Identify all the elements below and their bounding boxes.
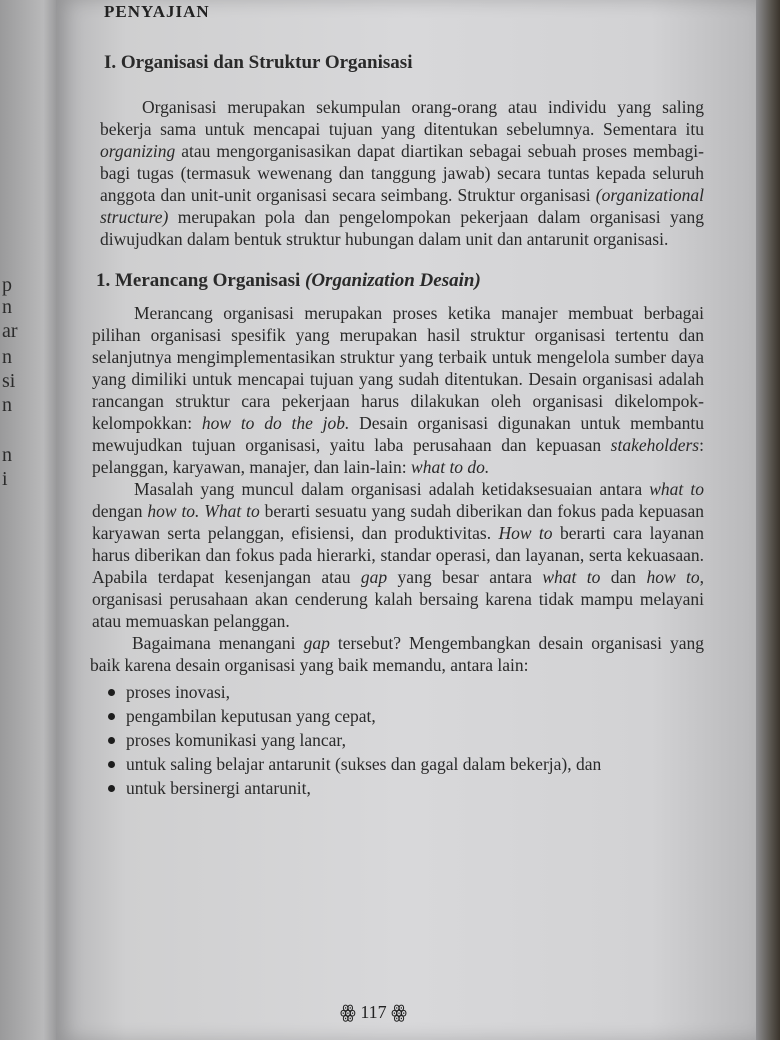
list-item-text: proses komunikasi yang lancar, [126,730,346,750]
fragment-text: n [2,394,12,416]
text-run: berarti cara layanan harus diberikan dan fokus pada hierarki, standar operasi, dan layanan, serta kekuasaan. Apabila terdapat kesenjangan atau [92,523,704,587]
list-item [92,680,704,704]
list-item [92,752,704,776]
text-run: Desain organisasi digunakan untuk membantu mewujudkan tujuan organisasi, yaitu laba perusahaan dan kepuasan [92,413,705,455]
list-item [92,776,704,800]
book-page [56,0,756,1040]
page-number-text: 117 [360,1002,387,1022]
italic-term: gap [360,567,388,587]
list-item-text: proses inovasi, [126,682,231,702]
text-run: Bagaimana menangani [132,633,304,653]
fragment-text: si [2,370,16,392]
text-run: atau mengorganisasikan dapat diartikan sebagai sebuah proses membagi-bagi tugas (termasuk wewenang dan tanggung jawab) secara tuntas kepada seluruh anggota dan unit-unit organisasi secara seimbang. Struktur organisasi [100,141,704,205]
italic-term: gap [303,633,330,653]
paragraph-organisasi [100,96,704,250]
fragment-text: p [2,274,12,296]
bullet-dot-icon [108,713,115,720]
fragment-text: n [2,296,12,318]
italic-term: (organizational structure) [100,185,704,227]
bullet-dot-icon [108,785,115,792]
list-item-text: untuk bersinergi antarunit, [126,778,311,798]
italic-term: how to do the job. [201,413,350,433]
page-edge-shadow [756,0,780,1040]
italic-term: How to [498,523,553,543]
fragment-text: i [2,468,8,490]
text-run: Masalah yang muncul dalam organisasi adalah ketidaksesuaian antara [134,479,650,499]
paragraph-masalah [92,478,704,632]
bullet-list [92,680,704,800]
list-item [92,728,704,752]
right-ornament-icon: ꙮ [391,1002,407,1022]
italic-term: organizing [100,141,176,161]
subsection-heading-text: 1. Merancang Organisasi [96,270,305,291]
italic-term: how to. What to [147,501,260,521]
list-item [92,704,704,728]
page-number [340,1002,407,1023]
subsection-heading [96,270,704,292]
text-run: dengan [92,501,148,521]
text-run: tersebut? Mengembangkan desain organisasi yang baik karena desain organisasi yang baik memandu, antara lain: [90,633,704,675]
text-run: : pelanggan, karyawan, manajer, dan lain-lain: [92,435,704,477]
text-run: yang besar antara [387,567,543,587]
text-run: Organisasi merupakan sekumpulan orang-orang atau individu yang saling bekerja sama untuk mencapai tujuan yang ditentukan sebelumnya. Sementara itu [100,97,704,139]
text-run: , organisasi perusahaan akan cenderung kalah bersaing karena tidak mampu melayani atau memuaskan pelanggan. [92,567,704,631]
text-run: merupakan pola dan pengelompokan pekerjaan dalam organisasi yang diwujudkan dalam bentuk struktur hubungan dalam unit dan antarunit organisasi. [100,207,704,249]
bullet-dot-icon [108,761,115,768]
list-item-text: pengambilan keputusan yang cepat, [126,706,376,726]
bullet-dot-icon [108,689,115,696]
italic-term: how to [646,567,700,587]
text-run: dan [600,567,647,587]
fragment-text: ar [2,320,18,342]
paragraph-merancang [92,302,704,478]
running-head: PENYAJIAN [104,2,210,21]
previous-page-edge [0,0,62,1040]
italic-term: what to do. [411,457,490,477]
paragraph-bagaimana [90,632,704,676]
subsection-heading-italic: (Organization Desain) [305,270,481,291]
italic-term: what to [542,567,601,587]
list-item-text: untuk saling belajar antarunit (sukses dan gagal dalam bekerja), dan [126,754,602,774]
fragment-text: n [2,346,12,368]
left-ornament-icon: ꙮ [340,1002,356,1022]
section-heading: I. Organisasi dan Struktur Organisasi [104,52,413,73]
text-run: Merancang organisasi merupakan proses ketika manajer membuat berbagai pilihan organisasi spesifik yang merupakan hasil struktur organisasi tertentu dan selanjutnya mengimplementasikan struktur yang terbaik untuk mengelola sumber daya yang dimiliki untuk mencapai tujuan yang sudah ditentukan. Desain organisasi adalah rancangan struktur cara pekerjaan harus dilakukan oleh organisasi dikelompok-kelompokkan: [92,303,704,433]
italic-term: stakeholders [610,435,700,455]
bullet-dot-icon [108,737,115,744]
italic-term: what to [649,479,704,499]
fragment-text: n [2,444,12,466]
text-run: berarti sesuatu yang sudah diberikan dan fokus pada kepuasan karyawan serta pelanggan, efisiensi, dan produktivitas. [92,501,704,543]
page-body [86,0,704,800]
